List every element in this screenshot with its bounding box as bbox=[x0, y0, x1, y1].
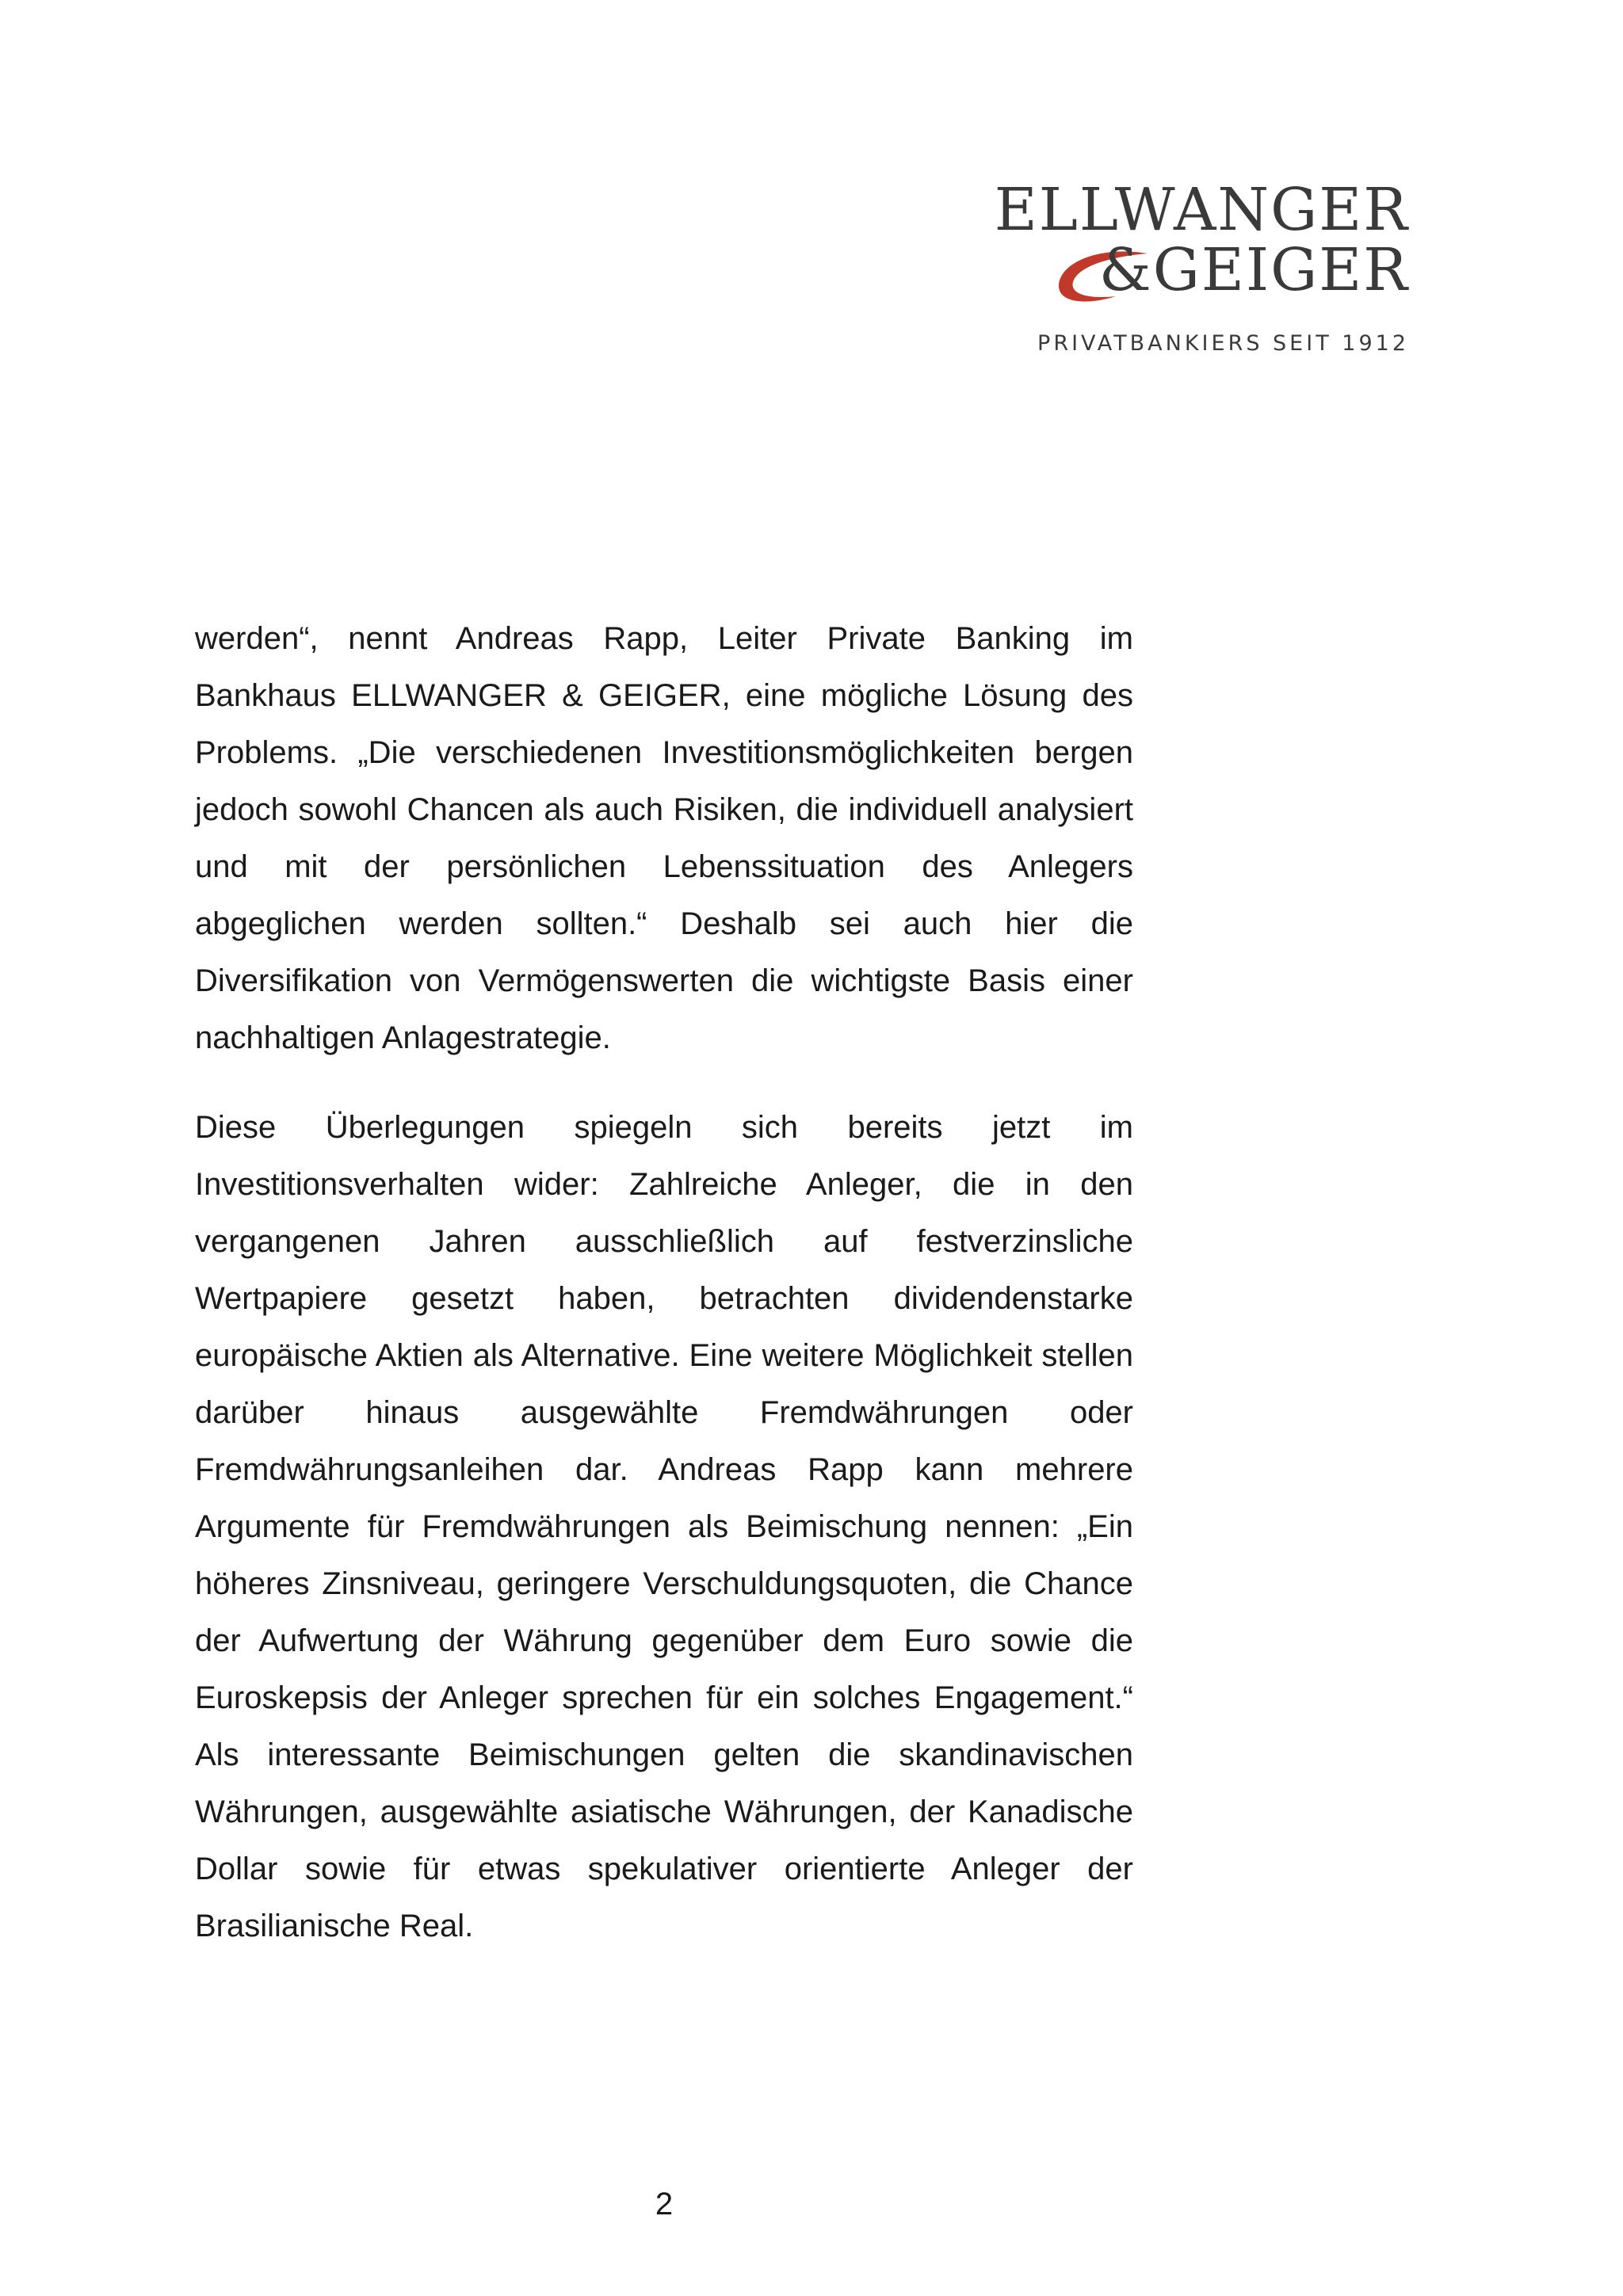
paragraph-1: werden“, nennt Andreas Rapp, Leiter Private Banking im Bankhaus ELLWANGER & GEIGER, eine mögliche Lösung des Problems. „Die verschiedenen Investitionsmöglichkeiten bergen jedoch sowohl Chancen als auch Risiken, die individuell analysiert und mit der persönlichen Lebenssituation des Anlegers abgeglichen werden sollten.“ Deshalb sei auch hier die Diversifikation von Vermögenswerten die wichtigste Basis einer nachhaltigen Anlagestrategie. bbox=[195, 621, 1133, 1055]
logo-line-2: &GEIGER bbox=[1098, 236, 1409, 304]
bank-logo bbox=[994, 176, 1419, 363]
paragraph-2: Diese Überlegungen spiegeln sich bereits jetzt im Investitionsverhalten wider: Zahlreiche Anleger, die in den vergangenen Jahren ausschließlich auf festverzinsliche Wertpapiere gesetzt haben, betrachten dividendenstarke europäische Aktien als Alternative. Eine weitere Möglichkeit stellen darüber hinaus ausgewählte Fremdwährungen oder Fremdwährungsanleihen dar. Andreas Rapp kann mehrere Argumente für Fremdwährungen als Beimischung nennen: „Ein höheres Zinsniveau, geringere Verschuldungsquoten, die Chance der Aufwertung der Währung gegenüber dem Euro sowie die Euroskepsis der Anleger sprechen für ein solches Engagement.“ Als interessante Beimischungen gelten die skandinavischen Währungen, ausgewählte asiatische Währungen, der Kanadische Dollar sowie für etwas spekulativer orientierte Anleger der Brasilianische Real. bbox=[195, 1110, 1133, 1943]
page-number: 2 bbox=[655, 2187, 674, 2222]
logo-line-1: ELLWANGER bbox=[994, 176, 1409, 244]
logo-tagline: PRIVATBANKIERS SEIT 1912 bbox=[1037, 331, 1409, 356]
document-body bbox=[195, 610, 1133, 1955]
